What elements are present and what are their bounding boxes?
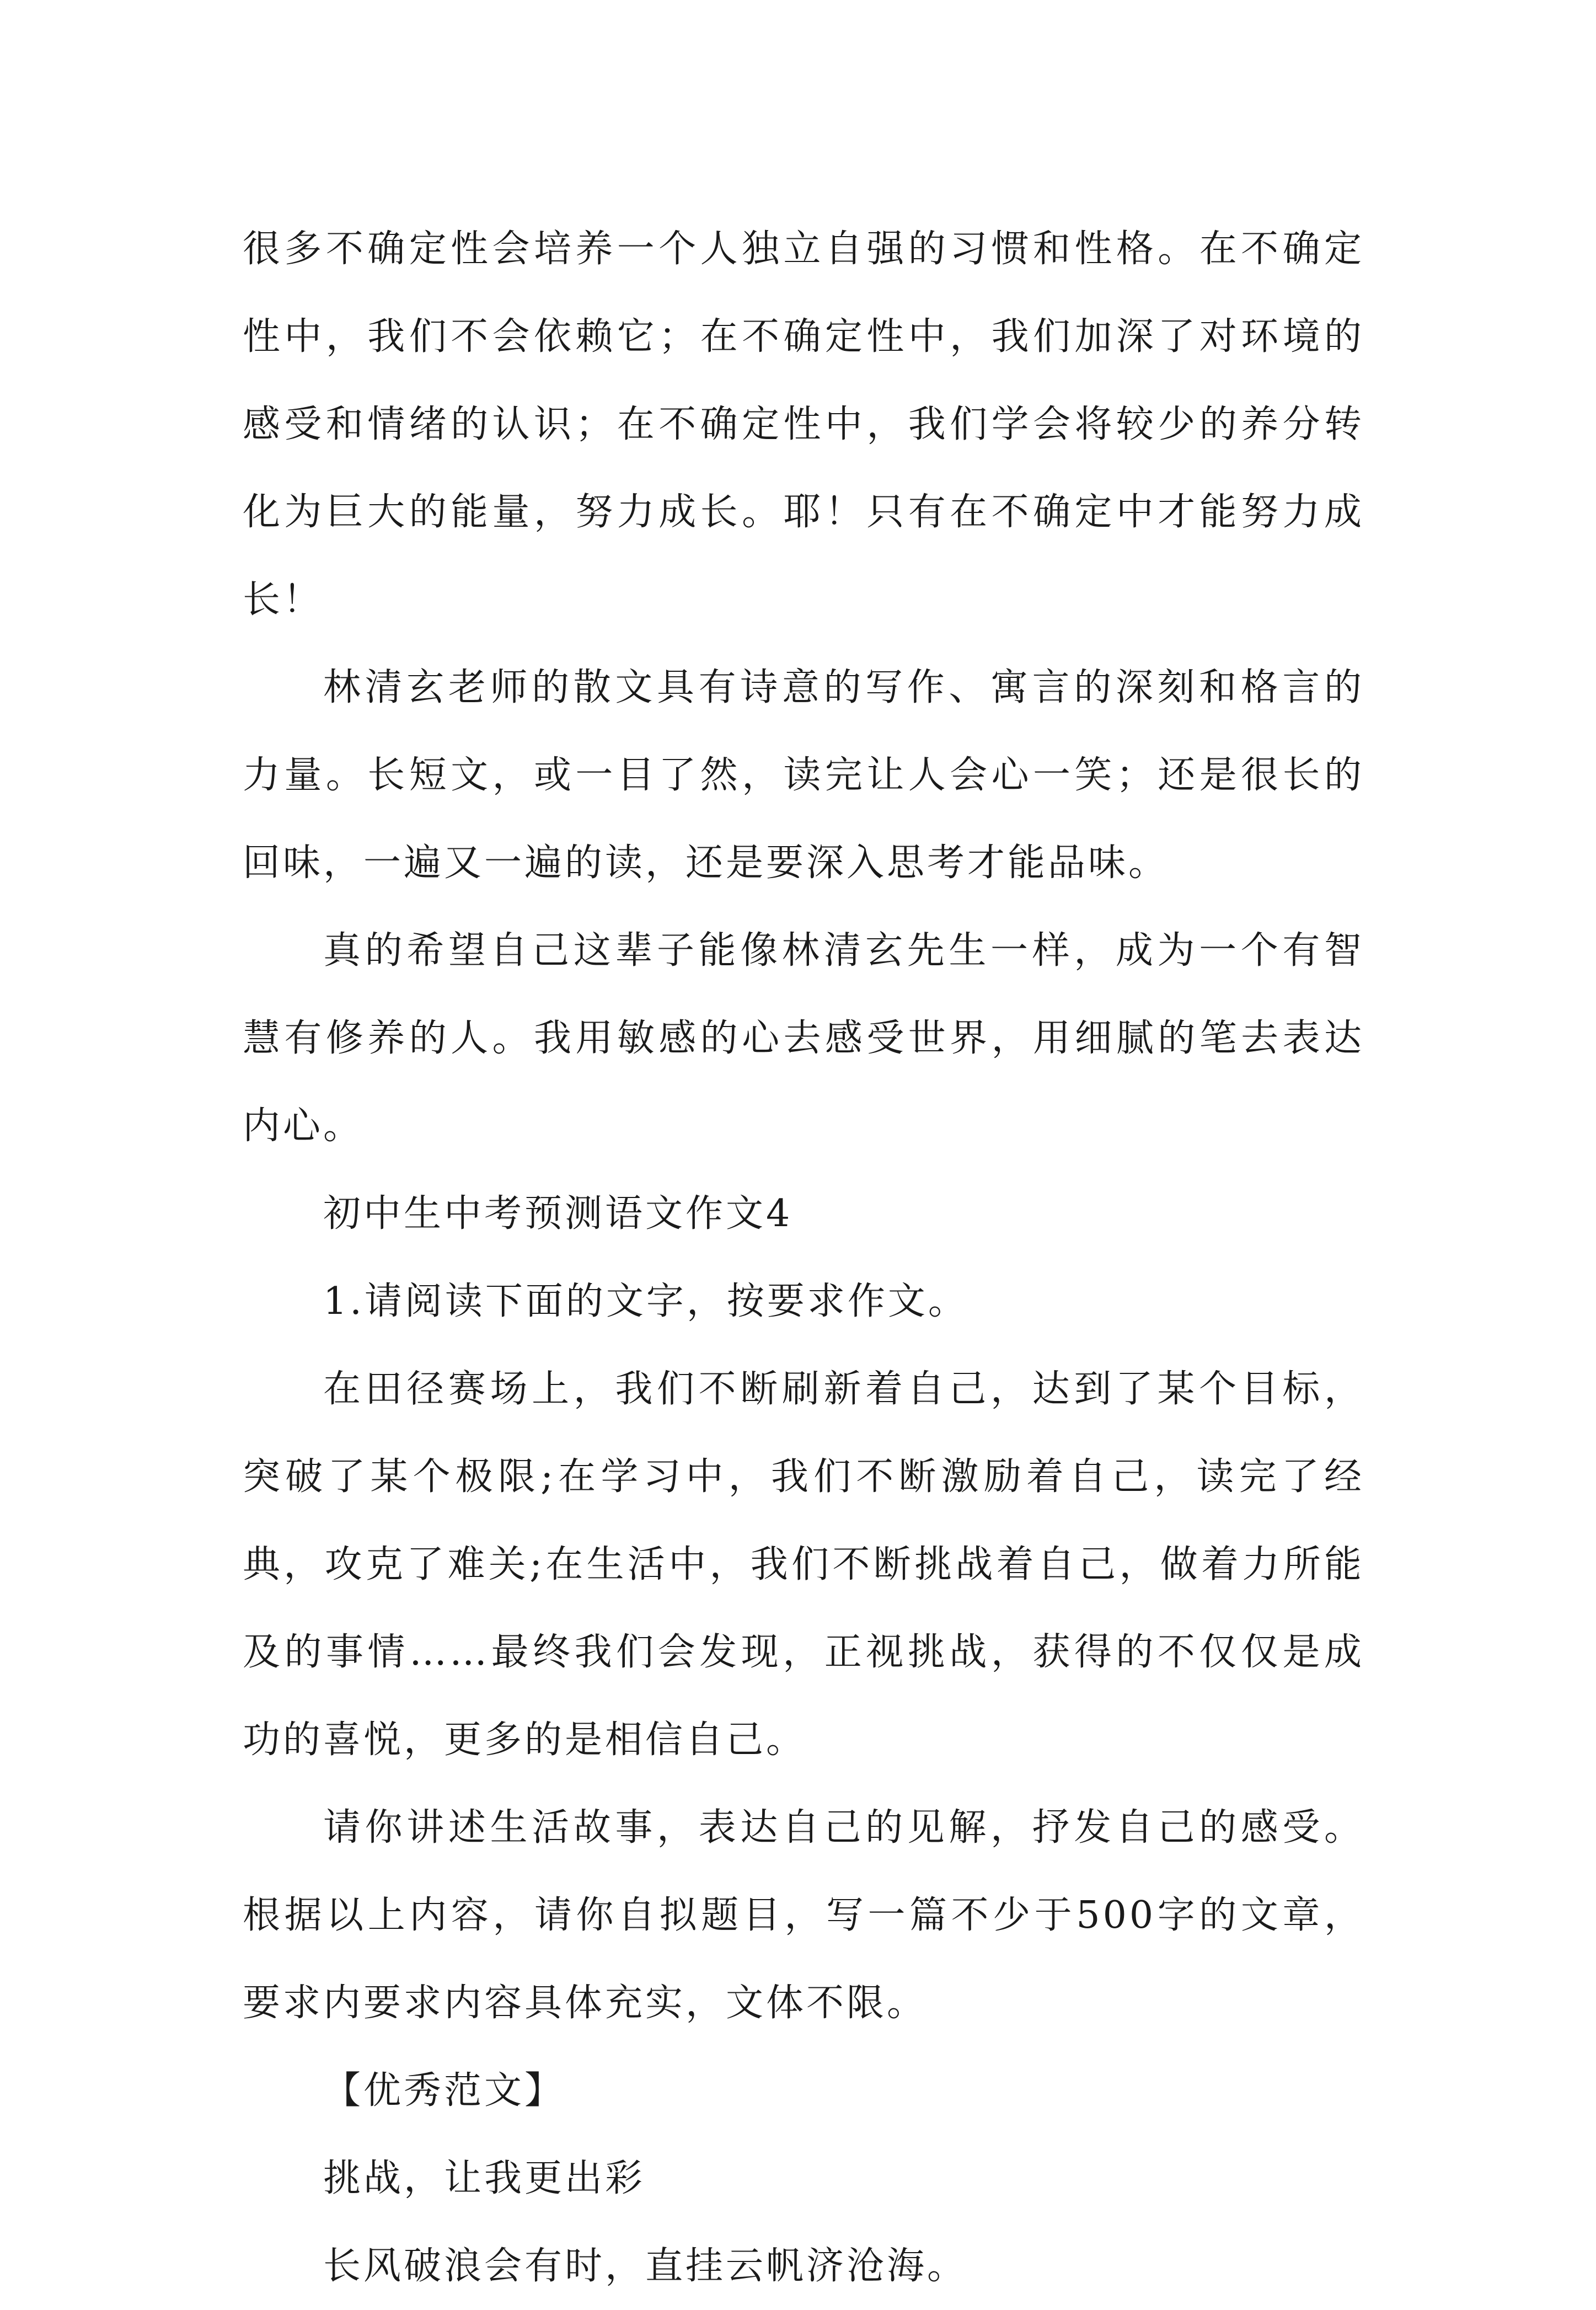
paragraph-hope: 真的希望自己这辈子能像林清玄先生一样，成为一个有智慧有修养的人。我用敏感的心去感受世界，用细腻的笔去表达内心。: [243, 929, 1364, 1148]
document-body: [243, 205, 1364, 2310]
prompt-material: 在田径赛场上，我们不断刷新着自己，达到了某个目标，突破了某个极限;在学习中，我们不断激励着自己，读完了经典，攻克了难关;在生活中，我们不断挑战着自己，做着力所能及的事情……最终我们会发现，正视挑战，获得的不仅仅是成功的喜悦，更多的是相信自己。: [243, 1367, 1364, 1762]
sample-essay-title: 挑战，让我更出彩: [323, 2157, 646, 2200]
sample-essay-opening: 长风破浪会有时，直挂云帆济沧海。: [323, 2244, 968, 2288]
paragraph-continuation: 很多不确定性会培养一个人独立自强的习惯和性格。在不确定性中，我们不会依赖它；在不确定性中，我们加深了对环境的感受和情绪的认识；在不确定性中，我们学会将较少的养分转化为巨大的能量，努力成长。耶！只有在不确定中才能努力成长！: [243, 227, 1364, 622]
paragraph-lin-qingxuan-prose: 林清玄老师的散文具有诗意的写作、寓言的深刻和格言的力量。长短文，或一目了然，读完让人会心一笑；还是很长的回味，一遍又一遍的读，还是要深入思考才能品味。: [243, 666, 1364, 885]
sample-essay-label: 【优秀范文】: [323, 2069, 565, 2113]
prompt-instruction: 1.请阅读下面的文字，按要求作文。: [323, 1280, 968, 1323]
prompt-requirements: 请你讲述生活故事，表达自己的见解，抒发自己的感受。根据以上内容，请你自拟题目，写一篇不少于500字的文章，要求内要求内容具体充实，文体不限。: [243, 1806, 1364, 2025]
section-heading: 初中生中考预测语文作文4: [323, 1192, 793, 1236]
